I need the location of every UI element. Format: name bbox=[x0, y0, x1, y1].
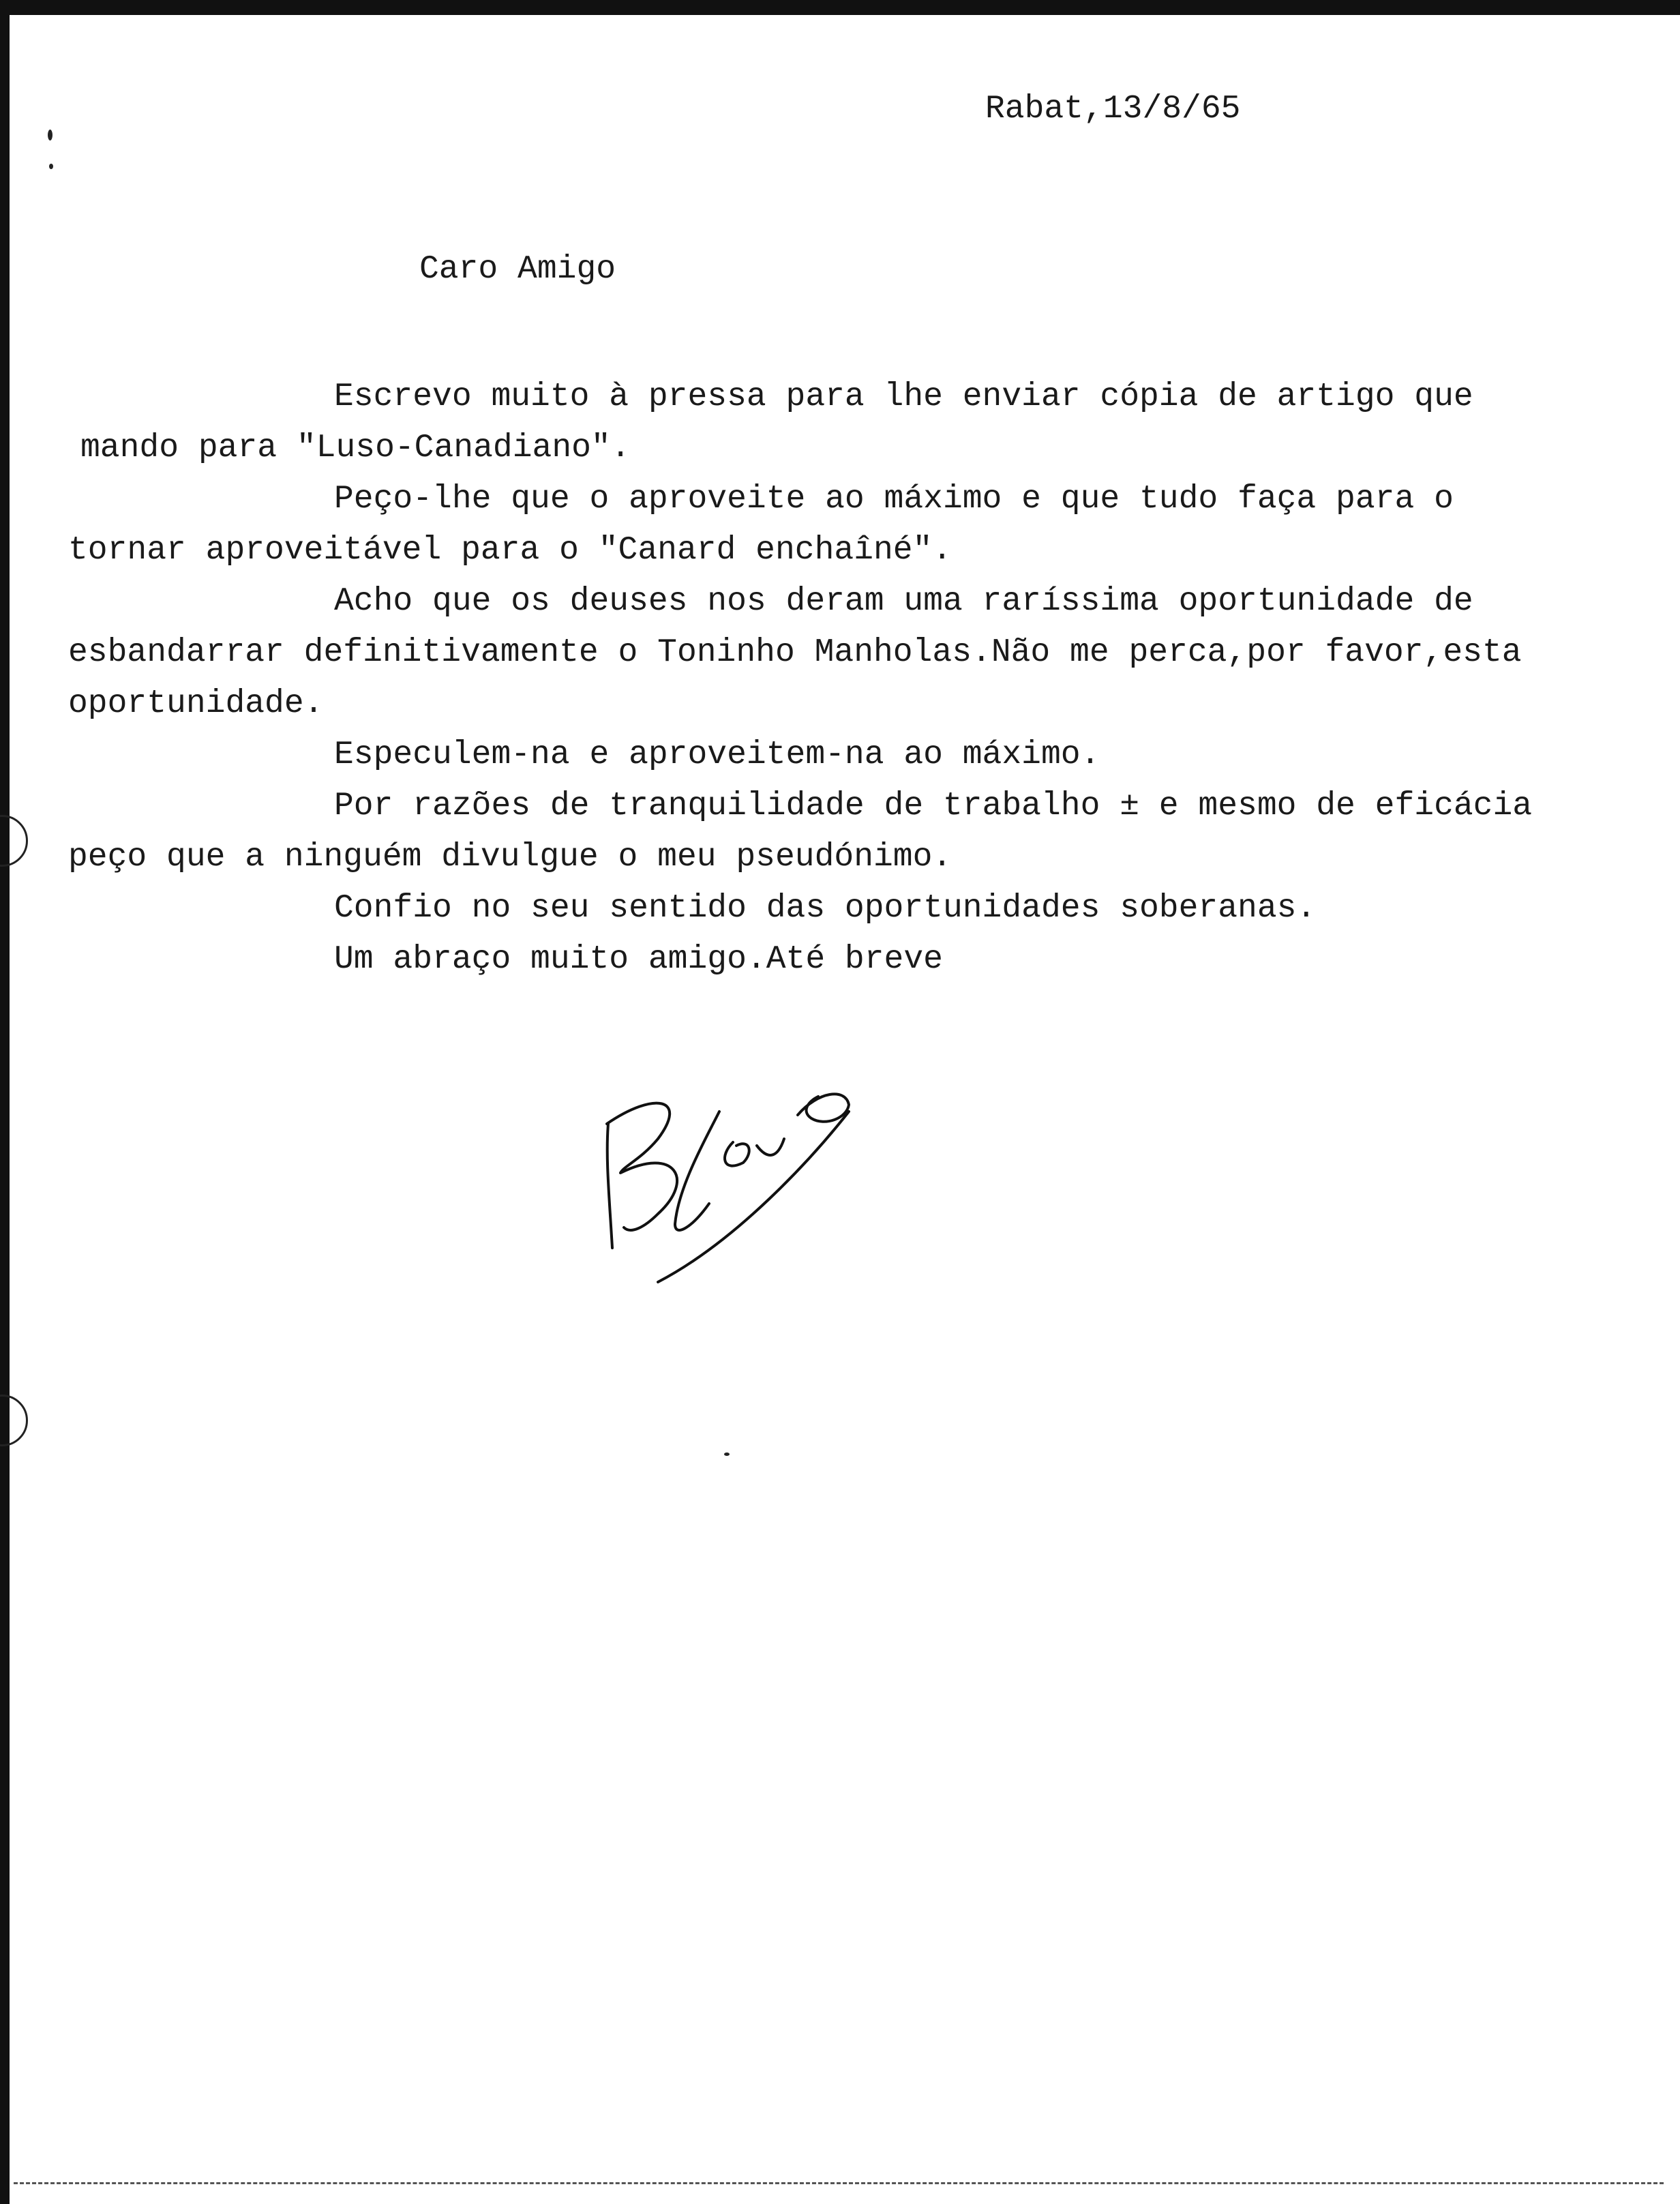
ink-speck bbox=[49, 164, 53, 169]
body-line-9: Por razões de tranquilidade de trabalho ± e mesmo de eficácia bbox=[334, 788, 1533, 824]
ink-speck bbox=[48, 130, 52, 140]
ink-speck bbox=[724, 1453, 730, 1456]
body-line-5: Acho que os deuses nos deram uma raríssima oportunidade de bbox=[334, 583, 1473, 620]
letter-salutation: Caro Amigo bbox=[419, 251, 616, 288]
body-line-4: tornar aproveitável para o "Canard enchaîné". bbox=[68, 532, 952, 569]
punch-hole-mark bbox=[0, 815, 28, 867]
body-line-2: mando para "Luso-Canadiano". bbox=[80, 430, 631, 466]
body-line-6: esbandarrar definitivamente o Toninho Manholas.Não me perca,por favor,esta bbox=[68, 634, 1522, 671]
scan-top-edge bbox=[0, 0, 1680, 15]
body-line-7: oportunidade. bbox=[68, 685, 324, 722]
handwritten-signature bbox=[593, 1064, 880, 1289]
body-line-12: Um abraço muito amigo.Até breve bbox=[334, 941, 943, 978]
scan-bottom-line bbox=[14, 2182, 1664, 2184]
punch-hole-mark bbox=[0, 1395, 28, 1446]
body-line-11: Confio no seu sentido das oportunidades soberanas. bbox=[334, 890, 1317, 927]
scan-left-edge bbox=[0, 0, 10, 2204]
body-line-3: Peço-lhe que o aproveite ao máximo e que tudo faça para o bbox=[334, 481, 1454, 518]
body-line-1: Escrevo muito à pressa para lhe enviar cópia de artigo que bbox=[334, 378, 1473, 415]
body-line-10: peço que a ninguém divulgue o meu pseudónimo. bbox=[68, 839, 952, 876]
letter-date: Rabat,13/8/65 bbox=[985, 91, 1241, 128]
body-line-8: Especulem-na e aproveitem-na ao máximo. bbox=[334, 736, 1100, 773]
